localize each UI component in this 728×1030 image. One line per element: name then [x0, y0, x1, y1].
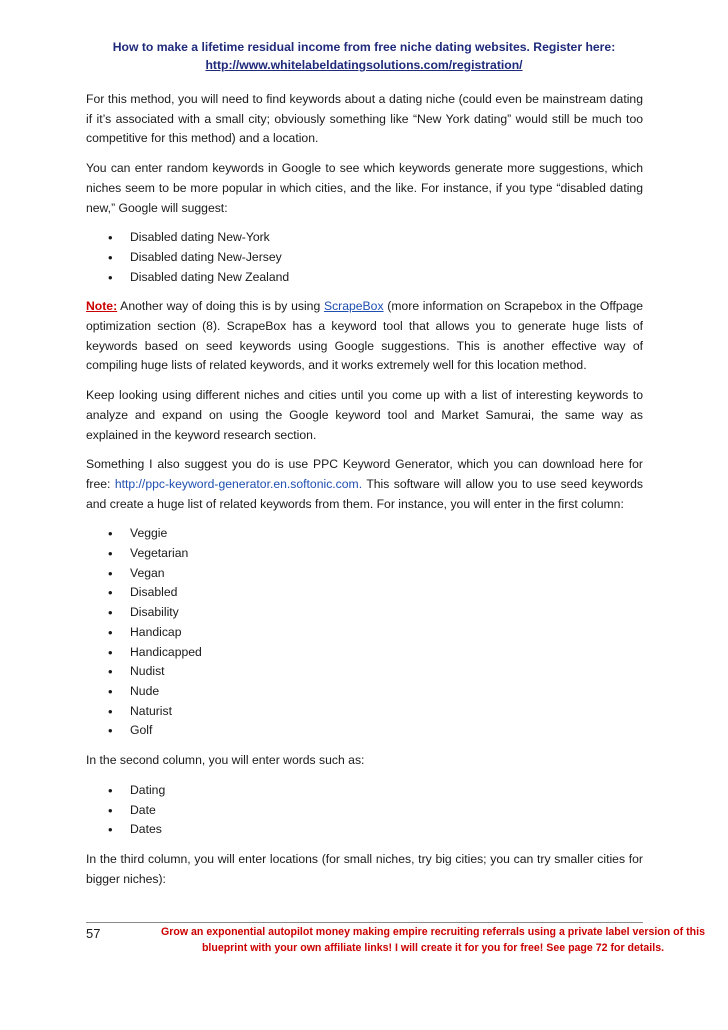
scrapebox-link[interactable]: ScrapeBox	[323, 299, 384, 314]
bullet-list-suggestions	[86, 228, 643, 287]
list-item: • Veggie	[130, 524, 643, 544]
paragraph-4-post: This software will allow you to use seed keywords and create a huge list of related keywords from them. For instance, you will enter in the first column:	[86, 476, 643, 511]
page-header	[86, 38, 642, 74]
paragraph-4-pre: Something I also suggest you do is use PPC Keyword Generator, which you can download here for free:	[86, 457, 643, 491]
list-item: • Handicapped	[130, 643, 643, 663]
bullet-list-first-column	[86, 524, 643, 741]
paragraph-5: In the second column, you will enter words such as:	[86, 753, 365, 768]
paragraph-3: Keep looking using different niches and cities until you come up with a list of interesting keywords to analyze and expand on using the Google keyword tool and Market Samurai, the same way as explained in the keyword research section.	[86, 388, 643, 442]
note-text-post: (more information on Scrapebox in the Offpage optimization section (8). ScrapeBox has a keyword tool that allows you to generate huge lists of keywords based on seed keywords using Google suggestions. This is another effective way of compiling huge lists of related keywords, and it works extremely well for this location method.	[86, 299, 643, 373]
bullet-list-second-column	[86, 781, 643, 840]
list-item: • Handicap	[130, 623, 643, 643]
list-item: • Nudist	[130, 662, 643, 682]
note-paragraph	[86, 297, 643, 376]
list-item: • Disabled	[130, 583, 643, 603]
list-item: • Date	[130, 801, 643, 821]
list-item: • Vegetarian	[130, 544, 643, 564]
list-item: • Disabled dating New-York	[130, 228, 643, 248]
paragraph-4	[86, 455, 643, 514]
list-item: • Nude	[130, 682, 643, 702]
header-title: How to make a lifetime residual income from free niche dating websites. Register here:	[112, 40, 616, 54]
page-number: 57	[86, 926, 101, 941]
document-body	[86, 90, 643, 899]
list-item: • Dates	[130, 820, 643, 840]
registration-link[interactable]: http://www.whitelabeldatingsolutions.com/registration/	[205, 58, 523, 72]
paragraph-1: For this method, you will need to find keywords about a dating niche (could even be mainstream dating if it’s associated with a small city; obviously something like “New York dating” would still be much too competitive for this method) and a location.	[86, 92, 643, 146]
ppc-generator-link[interactable]: http://ppc-keyword-generator.en.softonic.com.	[114, 476, 363, 491]
footer-divider	[86, 922, 643, 923]
list-item: • Disabled dating New-Jersey	[130, 248, 643, 268]
paragraph-6: In the third column, you will enter locations (for small niches, try big cities; you can try smaller cities for bigger niches):	[86, 851, 643, 886]
paragraph-2: You can enter random keywords in Google to see which keywords generate more suggestions, which niches seem to be more popular in which cities, and the like. For instance, if you type “disabled dating new,” Google will suggest:	[86, 161, 643, 215]
note-label: Note:	[86, 299, 118, 314]
list-item: • Dating	[130, 781, 643, 801]
list-item: • Disability	[130, 603, 643, 623]
note-text-pre: Another way of doing this is by using	[117, 299, 324, 314]
list-item: • Disabled dating New Zealand	[130, 268, 643, 288]
list-item: • Golf	[130, 721, 643, 741]
footer-promo-text: Grow an exponential autopilot money making empire recruiting referrals using a private label version of this blueprint with your own affiliate links! I will create it for you for free! See page 72 for details.	[161, 926, 705, 954]
list-item: • Vegan	[130, 564, 643, 584]
list-item: • Naturist	[130, 702, 643, 722]
